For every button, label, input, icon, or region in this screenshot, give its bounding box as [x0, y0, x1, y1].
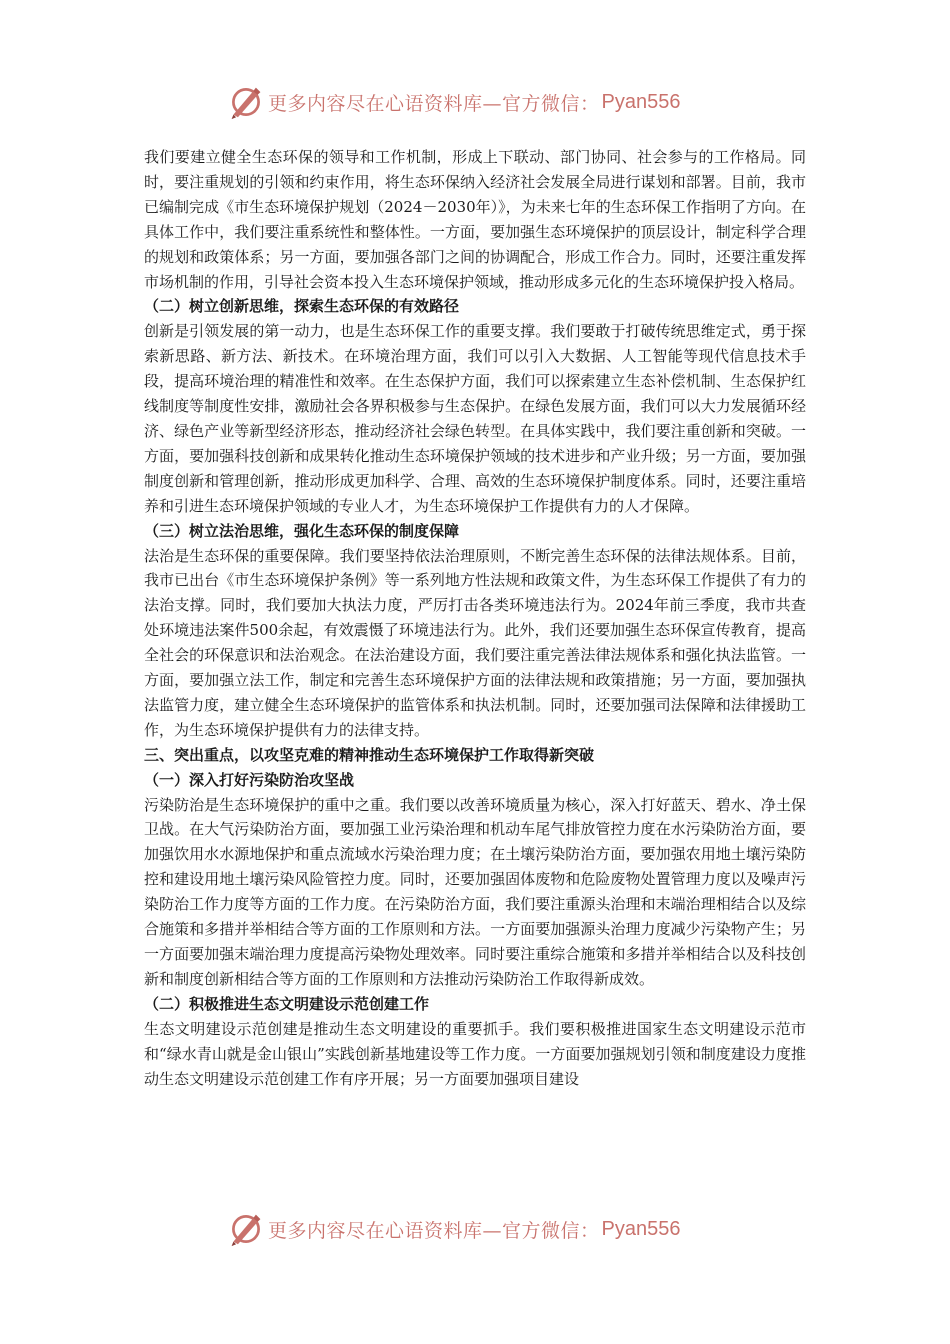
banner-text: 更多内容尽在心语资料库—官方微信：	[268, 92, 600, 115]
document-body	[144, 145, 806, 1091]
paragraph: 创新是引领发展的第一动力，也是生态环保工作的重要支撑。我们要敢于打破传统思维定式，勇于探索新思路、新方法、新技术。在环境治理方面，我们可以引入大数据、人工智能等现代信息技术手段，提高环境治理的精准性和效率。在生态保护方面，我们可以探索建立生态补偿机制、生态保护红线制度等制度性安排，激励社会各界积极参与生态保护。在绿色发展方面，我们可以大力发展循环经济、绿色产业等新型经济形态，推动经济社会绿色转型。在具体实践中，我们要注重创新和突破。一方面，要加强科技创新和成果转化推动生态环境保护领域的技术进步和产业升级；另一方面，要加强制度创新和管理创新，推动形成更加科学、合理、高效的生态环境保护制度体系。同时，还要注重培养和引进生态环境保护领域的专业人才，为生态环境保护工作提供有力的人才保障。	[144, 322, 806, 515]
chapter-heading: 三、突出重点，以攻坚克难的精神推动生态环境保护工作取得新突破	[144, 745, 595, 764]
wechat-id: Pyan556	[601, 1217, 681, 1240]
footer-banner	[228, 1209, 680, 1249]
pen-circle-logo-icon	[228, 1211, 264, 1247]
banner-text: 更多内容尽在心语资料库—官方微信：	[268, 1219, 600, 1242]
section-heading: （二）树立创新思维，探索生态环保的有效路径	[144, 297, 460, 316]
paragraph: 生态文明建设示范创建是推动生态文明建设的重要抓手。我们要积极推进国家生态文明建设示范市和“绿水青山就是金山银山”实践创新基地建设等工作力度。一方面要加强规划引领和制度建设力度推动生态文明建设示范创建工作有序开展；另一方面要加强项目建设	[144, 1019, 806, 1088]
wechat-id: Pyan556	[601, 90, 681, 113]
section-heading: （二）积极推进生态文明建设示范创建工作	[144, 994, 430, 1013]
section-heading: （三）树立法治思维，强化生态环保的制度保障	[144, 521, 460, 540]
pen-circle-logo-icon	[228, 84, 264, 120]
paragraph: 我们要建立健全生态环保的领导和工作机制，形成上下联动、部门协同、社会参与的工作格局。同时，要注重规划的引领和约束作用，将生态环保纳入经济社会发展全局进行谋划和部署。目前，我市已编制完成《市生态环境保护规划（2024－2030年）》，为未来七年的生态环保工作指明了方向。在具体工作中，我们要注重系统性和整体性。一方面，要加强生态环境保护的顶层设计，制定科学合理的规划和政策体系；另一方面，要加强各部门之间的协调配合，形成工作合力。同时，还要注重发挥市场机制的作用，引导社会资本投入生态环境保护领域，推动形成多元化的生态环境保护投入格局。	[144, 148, 806, 291]
section-heading: （一）深入打好污染防治攻坚战	[144, 770, 355, 789]
paragraph: 污染防治是生态环境保护的重中之重。我们要以改善环境质量为核心，深入打好蓝天、碧水、净土保卫战。在大气污染防治方面，要加强工业污染治理和机动车尾气排放管控力度在水污染防治方面，要加强饮用水水源地保护和重点流域水污染治理力度；在土壤污染防治方面，要加强农用地土壤污染防控和建设用地土壤污染风险管控力度。同时，还要加强固体废物和危险废物处置管理力度以及噪声污染防治工作力度等方面的工作力度。在污染防治方面，我们要注重源头治理和末端治理相结合以及综合施策和多措并举相结合等方面的工作原则和方法。一方面要加强源头治理力度减少污染物产生；另一方面要加强末端治理力度提高污染物处理效率。同时要注重综合施策和多措并举相结合以及科技创新和制度创新相结合等方面的工作原则和方法推动污染防治工作取得新成效。	[144, 795, 806, 988]
header-banner	[228, 82, 680, 122]
paragraph: 法治是生态环保的重要保障。我们要坚持依法治理原则，不断完善生态环保的法律法规体系。目前，我市已出台《市生态环境保护条例》等一系列地方性法规和政策文件，为生态环保工作提供了有力的法治支撑。同时，我们要加大执法力度，严厉打击各类环境违法行为。2024年前三季度，我市共查处环境违法案件500余起，有效震慑了环境违法行为。此外，我们还要加强生态环保宣传教育，提高全社会的环保意识和法治观念。在法治建设方面，我们要注重完善法律法规体系和强化执法监管。一方面，要加强立法工作，制定和完善生态环境保护方面的法律法规和政策措施；另一方面，要加强执法监管力度，建立健全生态环境保护的监管体系和执法机制。同时，还要加强司法保障和法律援助工作，为生态环境保护提供有力的法律支持。	[144, 546, 806, 739]
